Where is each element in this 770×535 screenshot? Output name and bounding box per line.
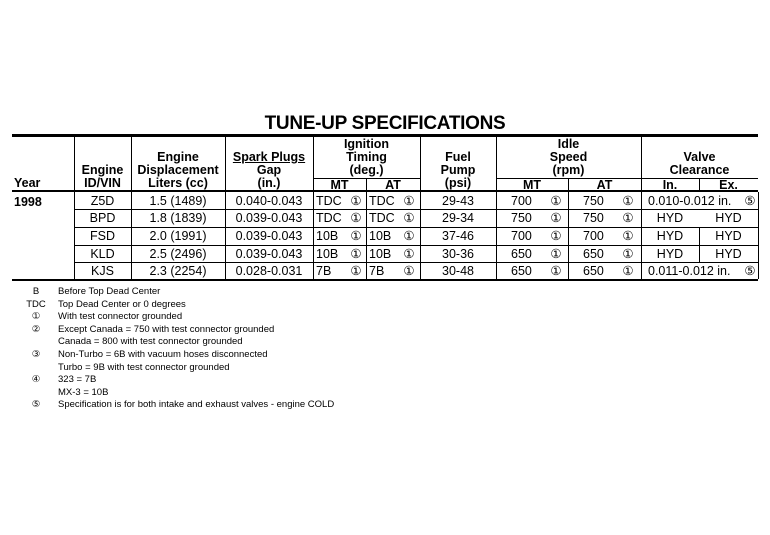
fuel-pump-cell: 29-34 [442, 211, 474, 225]
ignition-at-cell: TDC [369, 211, 395, 225]
ignition-mt-note: ① [350, 264, 362, 278]
idle-mt-note: ① [550, 211, 562, 225]
idle-at-note: ① [622, 229, 634, 243]
footnote-text: Non-Turbo = 6B with vacuum hoses disconnected [58, 348, 268, 360]
footnote-row [14, 286, 334, 299]
ignition-at-note: ① [403, 247, 415, 261]
valve-ex-cell: HYD [715, 211, 742, 225]
idle-at-note: ① [622, 247, 634, 261]
ignition-mt-cell: 7B [316, 264, 332, 278]
body-sep [313, 192, 314, 279]
ignition-at-note: ① [403, 264, 415, 278]
idle-at-cell: 650 [583, 264, 604, 278]
page-title: TUNE-UP SPECIFICATIONS [264, 113, 506, 134]
engine-id-cell: BPD [89, 211, 116, 225]
footnote-text: Turbo = 9B with test connector grounded [58, 361, 230, 373]
header-engine-displacement: Engine Displacement Liters (cc) [137, 150, 219, 190]
ignition-at-note: ① [403, 211, 415, 225]
footnote-text: With test connector grounded [58, 311, 183, 323]
ignition-mt-note: ① [350, 211, 362, 225]
footnote-key: ① [31, 311, 41, 323]
footnote-text: Before Top Dead Center [58, 286, 161, 297]
ignition-at-cell: 10B [369, 229, 392, 243]
header-idle-speed: Idle Speed (rpm) [549, 137, 588, 177]
footnote-text: MX-3 = 10B [58, 386, 109, 398]
bottom-rule [12, 279, 758, 281]
header-valve-clearance: Valve Clearance [669, 150, 730, 177]
ignition-at-cell: 7B [369, 264, 385, 278]
footnote-text: Except Canada = 750 with test connector grounded [58, 323, 275, 335]
header-valve-in: In. [662, 178, 678, 192]
valve-clearance-note: ⑤ [744, 264, 756, 278]
footnote-key [14, 362, 58, 375]
footnote-row [14, 374, 334, 387]
fuel-pump-cell: 30-48 [442, 264, 474, 278]
ignition-at-note: ① [403, 229, 415, 243]
engine-id-cell: Z5D [90, 194, 115, 208]
ignition-at-cell: 10B [369, 247, 392, 261]
footnote-row [14, 299, 334, 312]
ignition-mt-note: ① [350, 247, 362, 261]
header-fuel-pump: Fuel Pump (psi) [440, 150, 476, 190]
footnote-key: ⑤ [31, 399, 41, 411]
body-sep [758, 192, 759, 279]
engine-id-cell: FSD [90, 229, 115, 243]
footnote-text: Canada = 800 with test connector grounded [58, 336, 243, 348]
spark-gap-cell: 0.028-0.031 [235, 264, 303, 278]
spark-gap-cell: 0.039-0.043 [235, 247, 303, 261]
footnote-row [14, 336, 334, 349]
footnote-row [14, 362, 334, 375]
idle-at-cell: 750 [583, 194, 604, 208]
engine-id-cell: KJS [91, 264, 114, 278]
idle-mt-note: ① [550, 264, 562, 278]
body-sep [568, 192, 569, 279]
idle-mt-note: ① [550, 247, 562, 261]
spark-gap-cell: 0.039-0.043 [235, 229, 303, 243]
body-sep [366, 192, 367, 279]
spark-gap-cell: 0.039-0.043 [235, 211, 303, 225]
displacement-cell: 2.0 (1991) [149, 229, 207, 243]
header-ignition-mt: MT [330, 178, 349, 192]
footnote-row [14, 349, 334, 362]
ignition-mt-cell: TDC [316, 194, 342, 208]
ignition-mt-cell: TDC [316, 211, 342, 225]
fuel-pump-cell: 30-36 [442, 247, 474, 261]
footnote-key: TDC [26, 298, 46, 310]
footnote-text: Specification is for both intake and exhaust valves - engine COLD [58, 399, 335, 411]
idle-at-note: ① [622, 194, 634, 208]
fuel-pump-cell: 29-43 [442, 194, 474, 208]
footnote-text: 323 = 7B [58, 374, 97, 386]
valve-in-cell: HYD [656, 229, 684, 243]
idle-at-cell: 650 [583, 247, 604, 261]
ignition-mt-cell: 10B [316, 247, 339, 261]
header-idle-at: AT [596, 178, 613, 192]
footnote-key [14, 387, 58, 400]
header-valve-ex: Ex. [719, 178, 738, 192]
footnote-row [14, 324, 334, 337]
idle-at-cell: 700 [583, 229, 604, 243]
footnote-row [14, 387, 334, 400]
idle-mt-note: ① [550, 229, 562, 243]
footnotes [14, 286, 334, 412]
ignition-mt-note: ① [350, 229, 362, 243]
idle-mt-cell: 750 [511, 211, 532, 225]
ignition-mt-cell: 10B [316, 229, 339, 243]
displacement-cell: 1.5 (1489) [149, 194, 207, 208]
idle-mt-cell: 700 [511, 194, 532, 208]
engine-id-cell: KLD [90, 247, 115, 261]
idle-at-note: ① [622, 211, 634, 225]
valve-clearance-cell: 0.010-0.012 in. [648, 194, 732, 208]
valve-ex-cell: HYD [715, 229, 742, 243]
footnote-key: ③ [31, 348, 41, 360]
valve-clearance-note: ⑤ [744, 194, 756, 208]
displacement-cell: 2.5 (2496) [149, 247, 207, 261]
footnote-key: ② [31, 323, 41, 335]
fuel-pump-cell: 37-46 [442, 229, 474, 243]
header-ignition-at: AT [385, 178, 401, 192]
idle-at-cell: 750 [583, 211, 604, 225]
footnote-key: ④ [31, 374, 41, 386]
valve-in-cell: HYD [656, 247, 684, 261]
footnote-text: Top Dead Center or 0 degrees [58, 298, 186, 310]
header-idle-mt: MT [522, 178, 542, 192]
idle-mt-cell: 650 [511, 264, 532, 278]
ignition-at-note: ① [403, 194, 415, 208]
year-value: 1998 [14, 195, 42, 209]
spark-gap-cell: 0.040-0.043 [235, 194, 303, 208]
valve-clearance-cell: 0.011-0.012 in. [648, 264, 731, 278]
ignition-mt-note: ① [350, 194, 362, 208]
footnote-key: B [32, 286, 40, 297]
idle-mt-cell: 700 [511, 229, 532, 243]
idle-at-note: ① [622, 264, 634, 278]
valve-ex-cell: HYD [715, 247, 742, 261]
footnote-row [14, 311, 334, 324]
idle-mt-cell: 650 [511, 247, 532, 261]
footnote-key [14, 336, 58, 349]
header-ignition-timing: Ignition Timing (deg.) [343, 137, 390, 177]
body-sep [496, 192, 497, 279]
header-year: Year [14, 176, 41, 190]
displacement-cell: 1.8 (1839) [149, 211, 207, 225]
valve-in-cell: HYD [656, 211, 684, 225]
footnote-row [14, 399, 334, 412]
idle-mt-note: ① [550, 194, 562, 208]
ignition-at-cell: TDC [369, 194, 395, 208]
displacement-cell: 2.3 (2254) [149, 264, 207, 278]
header-spark-plugs: Spark Plugs Gap (in.) [232, 150, 306, 190]
header-engine-id: Engine ID/VIN [81, 163, 124, 190]
